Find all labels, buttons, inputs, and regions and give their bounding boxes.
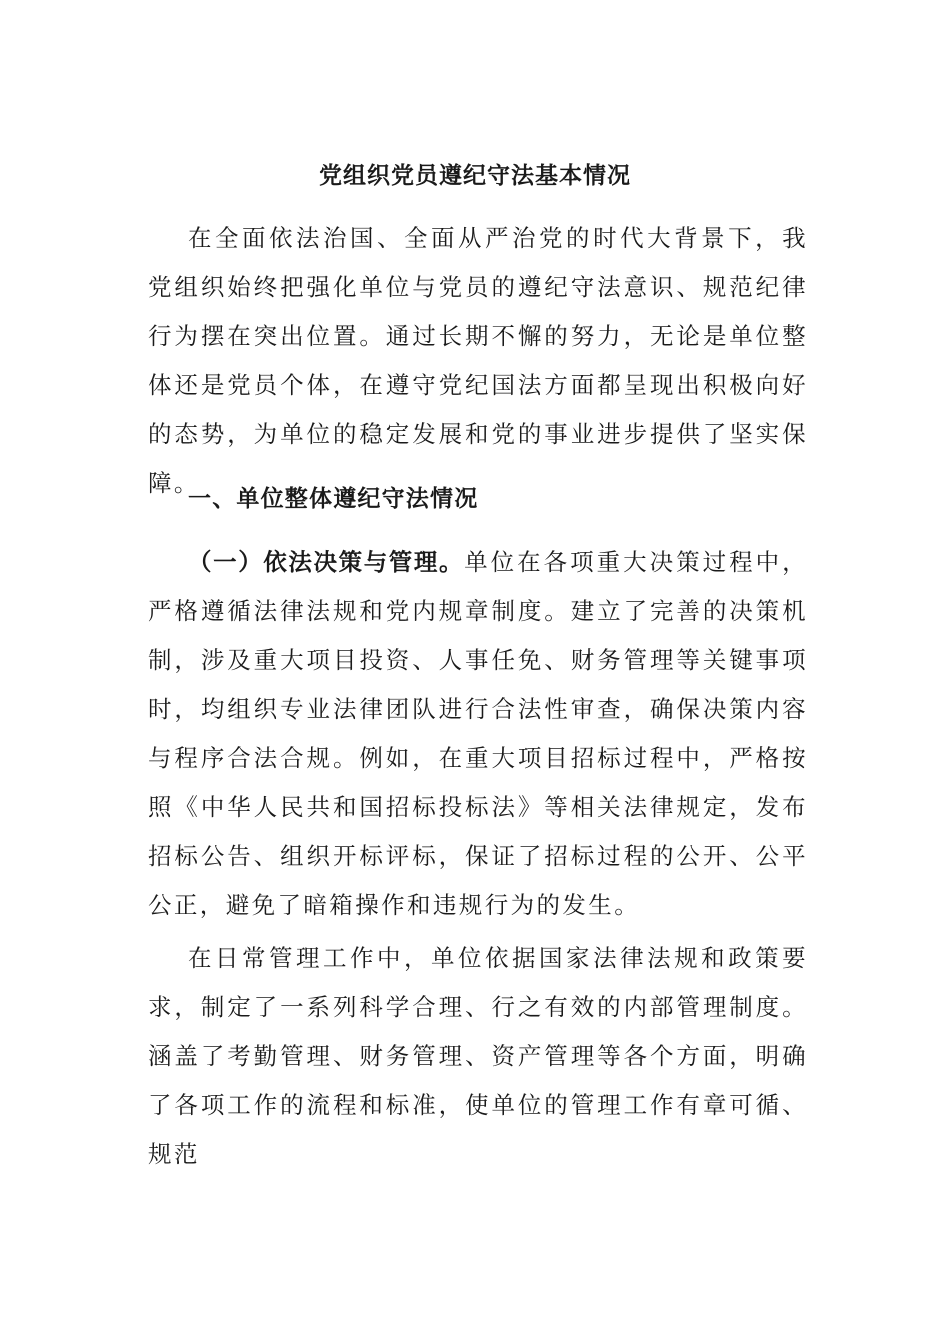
subsection-1-lead: （一）依法决策与管理。 bbox=[188, 548, 465, 576]
subsection-1-text: 单位在各项重大决策过程中，严格遵循法律法规和党内规章制度。建立了完善的决策机制，涉及重大项目投资、人事任免、财务管理等关键事项时，均组织专业法律团队进行合法性审查，确保决策内容与程序合法合规。例如，在重大项目招标过程中，严格按照《中华人民共和国招标投标法》等相关法律规定，发布招标公告、组织开标评标，保证了招标过程的公开、公平公正，避免了暗箱操作和违规行为的发生。 bbox=[148, 548, 809, 919]
document-title: 党组织党员遵纪守法基本情况 bbox=[319, 163, 631, 189]
intro-paragraph: 在全面依法治国、全面从严治党的时代大背景下，我党组织始终把强化单位与党员的遵纪守法意识、规范纪律行为摆在突出位置。通过长期不懈的努力，无论是单位整体还是党员个体，在遵守党纪国法方面都呈现出积极向好的态势，为单位的稳定发展和党的事业进步提供了坚实保障。 bbox=[148, 224, 808, 497]
daily-management-paragraph: 在日常管理工作中，单位依据国家法律法规和政策要求，制定了一系列科学合理、行之有效的内部管理制度。涵盖了考勤管理、财务管理、资产管理等各个方面，明确了各项工作的流程和标准，使单位的管理工作有章可循、规范 bbox=[148, 944, 808, 1168]
subsection-1-paragraph bbox=[148, 538, 808, 930]
section-1-heading: 一、单位整体遵纪守法情况 bbox=[188, 486, 479, 512]
